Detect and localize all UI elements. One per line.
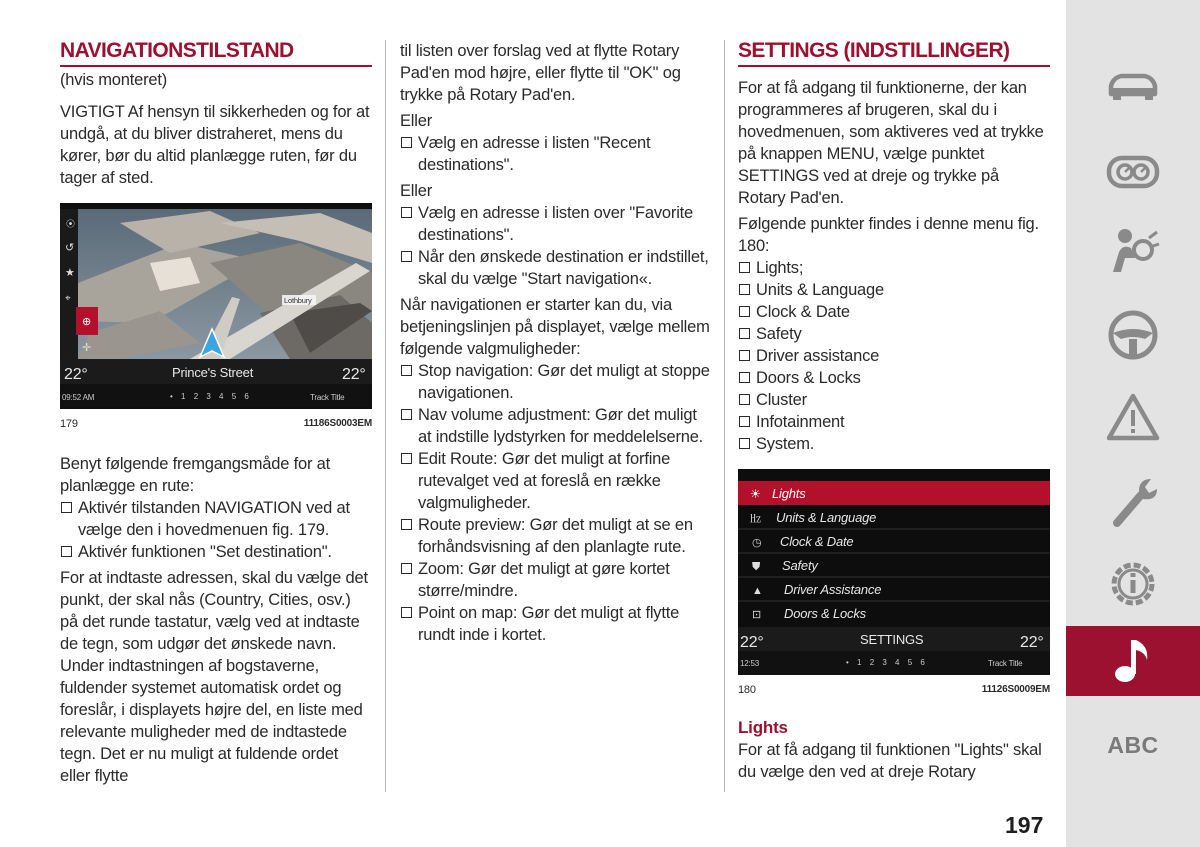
- clock-time: 09:52 AM: [62, 393, 95, 402]
- body-text: For at indtaste adressen, skal du vælge det punkt, der skal nås (Country, Cities, osv.) på det runde tastatur, vælg ved at indtaste de tegn, som udgør det ønskede navn. Under indtastningen af bogstaverne, fuldender systemet automatisk ordet og foreslår, i displayets højre del, en liste med relevante muligheder med de indtastede tegn. Det er nu muligt at fuldende ordet eller flytte: [60, 569, 368, 785]
- checkbox-bullet-icon: [401, 207, 412, 218]
- continuation-text: til listen over forslag ved at flytte Rotary Pad'en mod højre, eller flytte til "OK" og trykke på Rotary Pad'en.: [400, 42, 681, 104]
- checkbox-bullet-icon: [739, 372, 750, 383]
- steering-wheel-icon: [1105, 307, 1161, 363]
- shield-icon: ⛊: [752, 561, 761, 573]
- zoom-icon: ⊕: [82, 316, 92, 328]
- units-icon: ㎐: [750, 513, 761, 525]
- list-item: Aktivér tilstanden NAVIGATION ved at vælge den i hovedmenuen fig. 179.: [60, 497, 372, 541]
- clock-time: 12:53: [740, 659, 760, 668]
- list-item: Stop navigation: Gør det muligt at stoppe navigationen.: [400, 360, 710, 404]
- list-item: Route preview: Gør det muligt at se en forhåndsvisning af den planlagte rute.: [400, 514, 710, 558]
- column-settings: [738, 38, 1050, 783]
- tab-driving[interactable]: [1066, 297, 1200, 373]
- checkbox-bullet-icon: [401, 365, 412, 376]
- nav-menu-icon: ⦿: [66, 219, 75, 229]
- list-item: Edit Route: Gør det muligt at forfine rutevalget ved at foreslå en række valgmuligheder.: [400, 448, 710, 514]
- list-item: Aktivér funktionen "Set destination".: [60, 541, 372, 563]
- checkbox-bullet-icon: [61, 546, 72, 557]
- tab-technical-data[interactable]: [1066, 546, 1200, 622]
- checkbox-bullet-icon: [739, 394, 750, 405]
- radio-presets: • 1 2 3 4 5 6: [846, 658, 928, 667]
- figure-179-navigation-screen: [60, 203, 372, 409]
- figure-180-settings-screen: [738, 469, 1050, 675]
- tab-maintenance[interactable]: [1066, 463, 1200, 539]
- note-text: (hvis monteret): [60, 71, 168, 89]
- door-icon: ⊡: [752, 609, 762, 621]
- dashboard-icon: [1105, 152, 1161, 192]
- intro-text: For at få adgang til funktionerne, der kan programmeres af brugeren, skal du i hovedmenuen, som aktiveres ved at trykke på knappen MENU, vælge punktet SETTINGS ved at dreje og trykke på Rotary Pad'en.: [738, 79, 1044, 207]
- temperature-left: 22°: [740, 634, 764, 651]
- tab-car[interactable]: [1066, 48, 1200, 124]
- checkbox-bullet-icon: [401, 137, 412, 148]
- chapter-sidebar: [1066, 0, 1200, 847]
- checkbox-bullet-icon: [739, 350, 750, 361]
- checkbox-bullet-icon: [401, 519, 412, 530]
- menu-item-safety: Safety: [782, 558, 818, 573]
- list-item: Units & Language: [738, 279, 1050, 301]
- lights-heading: Lights: [738, 718, 788, 737]
- list-item: Safety: [738, 323, 1050, 345]
- checkbox-bullet-icon: [401, 607, 412, 618]
- list-item: Point on map: Gør det muligt at flytte rundt inde i kortet.: [400, 602, 710, 646]
- menu-item-lights: Lights: [772, 486, 806, 501]
- settings-menu-illustration: [738, 469, 1050, 675]
- sun-icon: ☀: [750, 487, 761, 501]
- section-heading-navigation: NAVIGATIONSTILSTAND: [60, 38, 372, 67]
- list-item: Når den ønskede destination er indstillet, skal du vælge "Start navigation«.: [400, 246, 710, 290]
- column-divider: [385, 40, 386, 792]
- list-item: Zoom: Gør det muligt at gøre kortet større/mindre.: [400, 558, 710, 602]
- checkbox-bullet-icon: [739, 306, 750, 317]
- list-item: Vælg en adresse i listen over "Favorite destinations".: [400, 202, 710, 246]
- checkbox-bullet-icon: [739, 416, 750, 427]
- checkbox-bullet-icon: [739, 438, 750, 449]
- clock-icon: ◷: [752, 537, 762, 549]
- menu-item-driver-assistance: Driver Assistance: [784, 582, 882, 597]
- music-note-icon: [1111, 636, 1155, 686]
- tab-safety[interactable]: [1066, 214, 1200, 290]
- tab-warnings[interactable]: [1066, 380, 1200, 456]
- current-street: Prince's Street: [172, 365, 254, 380]
- list-item: Driver assistance: [738, 345, 1050, 367]
- track-title: Track Title: [988, 659, 1023, 668]
- favorite-star-icon: ★: [65, 267, 75, 279]
- list-item: System.: [738, 433, 1050, 455]
- figure-number: 180: [738, 684, 756, 696]
- pan-icon: ✛: [82, 342, 92, 354]
- column-navigation: [60, 38, 372, 787]
- checkbox-bullet-icon: [739, 262, 750, 273]
- temperature-right: 22°: [1020, 634, 1044, 651]
- page-number: 197: [1005, 812, 1044, 838]
- track-title: Track Title: [310, 393, 345, 402]
- car-icon: [1105, 66, 1161, 106]
- column-navigation-continued: [400, 40, 710, 646]
- tab-dashboard[interactable]: [1066, 134, 1200, 210]
- checkbox-bullet-icon: [739, 328, 750, 339]
- list-item: Clock & Date: [738, 301, 1050, 323]
- list-item: Cluster: [738, 389, 1050, 411]
- tab-multimedia[interactable]: [1066, 626, 1200, 696]
- or-text: Eller: [400, 182, 433, 200]
- poi-icon: ⌖: [65, 293, 71, 304]
- checkbox-bullet-icon: [61, 502, 72, 513]
- or-text: Eller: [400, 112, 433, 130]
- navigation-map-illustration: [60, 203, 372, 409]
- tab-index-abc[interactable]: ABC: [1107, 732, 1159, 758]
- figure-code: 11126S0009EM: [981, 684, 1050, 695]
- section-heading-settings: SETTINGS (INDSTILLINGER): [738, 38, 1050, 67]
- figure-caption: [738, 683, 1050, 697]
- checkbox-bullet-icon: [739, 284, 750, 295]
- list-item: Vælg en adresse i listen "Recent destinations".: [400, 132, 710, 176]
- menu-item-doors: Doors & Locks: [784, 606, 866, 621]
- menu-intro-text: Følgende punkter findes i denne menu fig. 180:: [738, 215, 1039, 255]
- list-item: Doors & Locks: [738, 367, 1050, 389]
- warning-triangle-icon: [1105, 392, 1161, 444]
- info-gear-icon: [1105, 556, 1161, 612]
- wrench-icon: [1105, 473, 1161, 529]
- radio-presets: • 1 2 3 4 5 6: [170, 392, 252, 401]
- menu-item-units: Units & Language: [776, 510, 877, 525]
- checkbox-bullet-icon: [401, 251, 412, 262]
- figure-code: 11186S0003EM: [303, 418, 372, 429]
- lights-body-text: For at få adgang til funktionen "Lights" skal du vælge den ved at dreje Rotary: [738, 741, 1042, 781]
- intro-text: Benyt følgende fremgangsmåde for at planlægge en rute:: [60, 455, 330, 495]
- history-icon: ↺: [65, 242, 75, 254]
- menu-item-clock: Clock & Date: [780, 534, 854, 549]
- body-text: Når navigationen er starter kan du, via betjeningslinjen på displayet, vælge mellem følgende valgmuligheder:: [400, 296, 710, 358]
- column-divider: [724, 40, 725, 792]
- airbag-icon: [1105, 224, 1161, 280]
- map-street-label: Lothbury: [284, 296, 312, 305]
- figure-number: 179: [60, 418, 78, 430]
- checkbox-bullet-icon: [401, 453, 412, 464]
- warning-text: VIGTIGT Af hensyn til sikkerheden og for at undgå, at du bliver distraheret, mens du kører, bør du altid planlægge ruten, før du tager af sted.: [60, 103, 370, 187]
- checkbox-bullet-icon: [401, 409, 412, 420]
- checkbox-bullet-icon: [401, 563, 412, 574]
- warning-icon: ▲: [752, 585, 763, 597]
- temperature-right: 22°: [342, 366, 366, 383]
- temperature-left: 22°: [64, 366, 88, 383]
- figure-caption: [60, 417, 372, 431]
- screen-title: SETTINGS: [860, 632, 924, 647]
- list-item: Lights;: [738, 257, 1050, 279]
- list-item: Infotainment: [738, 411, 1050, 433]
- list-item: Nav volume adjustment: Gør det muligt at indstille lydstyrken for meddelelserne.: [400, 404, 710, 448]
